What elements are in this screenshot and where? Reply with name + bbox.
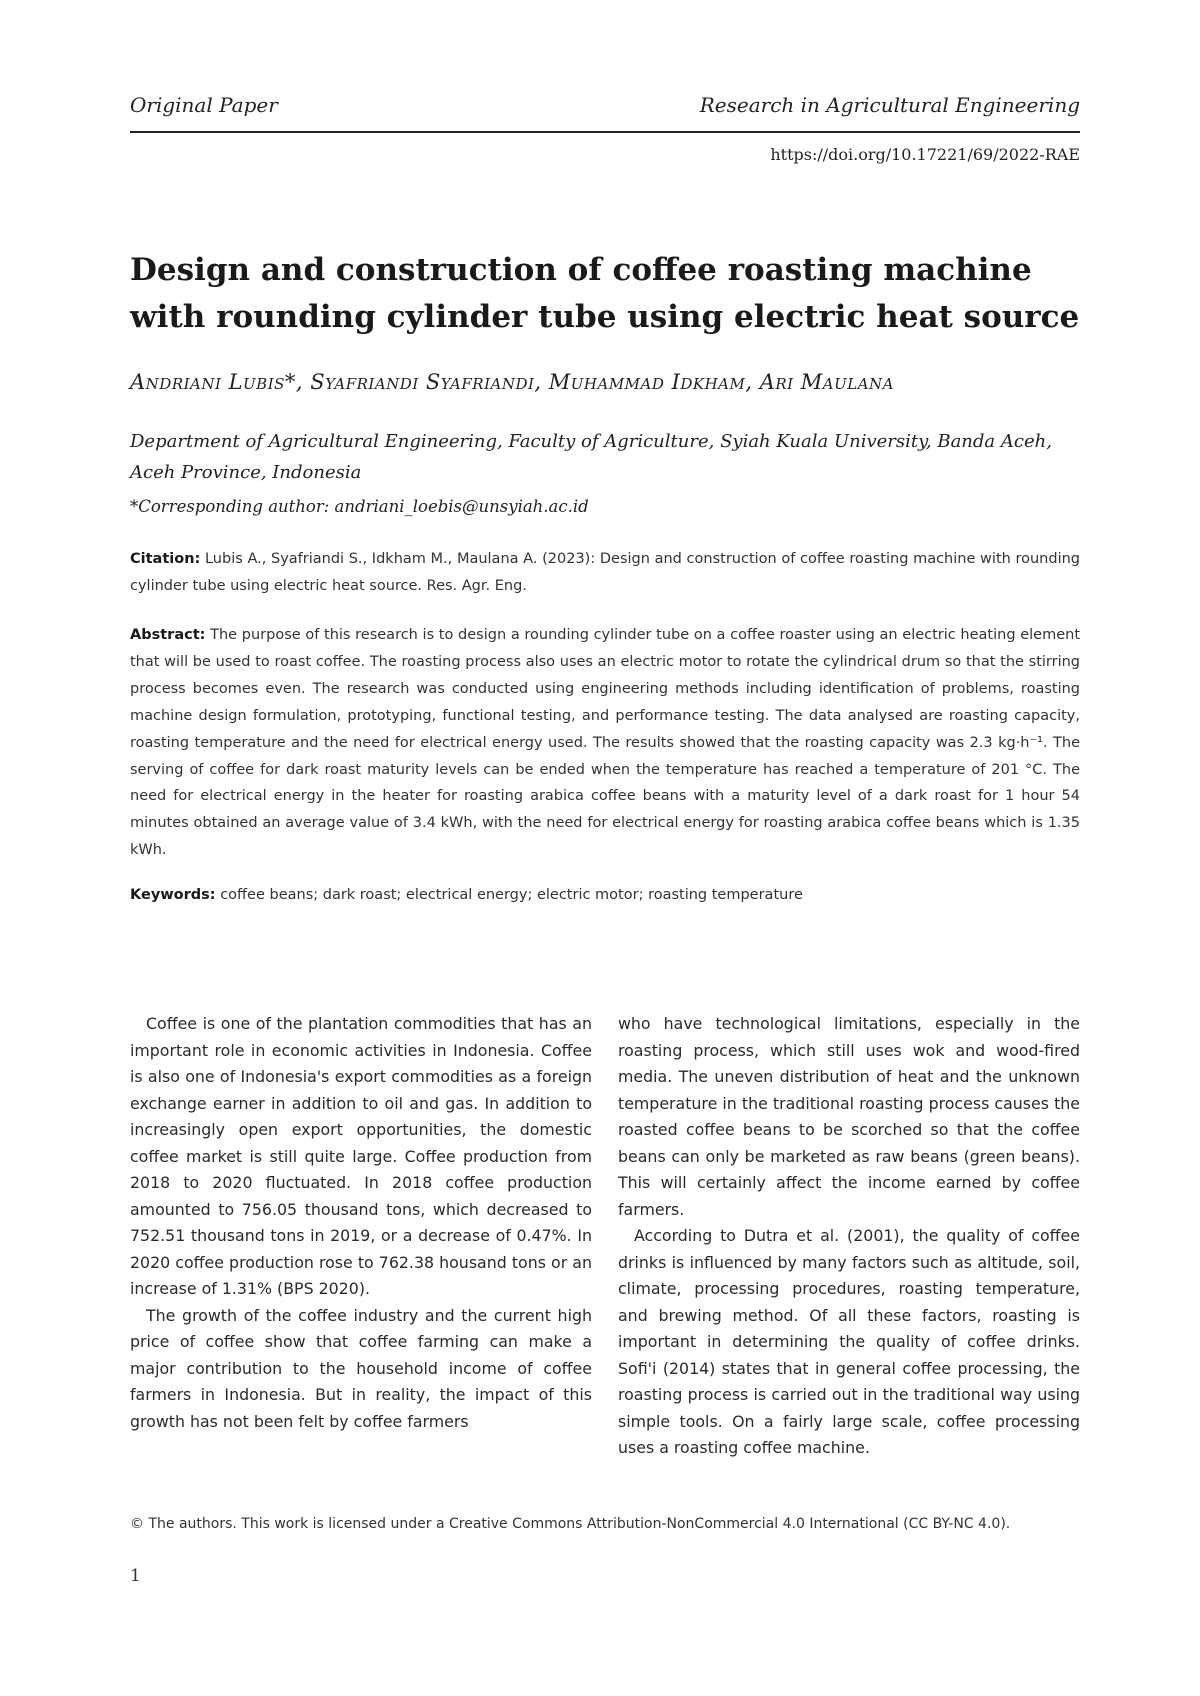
body-paragraph: The growth of the coffee industry and the current high price of coffee show that coffee farming can make a major contribution to the household income of coffee farmers in Indonesia. But in reality, the impact of this growth has not been felt by coffee farmers — [130, 1305, 592, 1431]
doi-link[interactable]: https://doi.org/10.17221/69/2022-RAE — [770, 145, 1080, 164]
body-paragraph: According to Dutra et al. (2001), the quality of coffee drinks is influenced by many factors such as altitude, soil, climate, processing procedures, roasting temperature, and brewing method. Of all these factors, roasting is important in determining the quality of coffee drinks. Sofi'i (2014) states that in general coffee processing, the roasting process is carried out in the traditional way using simple tools. On a fairly large scale, coffee processing uses a roasting coffee machine. — [618, 1226, 1080, 1457]
citation-label: Citation: — [130, 551, 201, 567]
body-paragraph: Coffee is one of the plantation commodities that has an important role in economic activities in Indonesia. Coffee is also one of Indonesia's export commodities as a foreign exchange earner in addition to oil and gas. In addition to increasingly open export opportunities, the domestic coffee market is still quite large. Coffee production from 2018 to 2020 fluctuated. In 2018 coffee production amounted to 756.05 thousand tons, which decreased to 752.51 thousand tons in 2019, or a decrease of 0.47%. In 2020 coffee production rose to 762.38 housand tons or an increase of 1.31% (BPS 2020). — [130, 1014, 592, 1298]
affiliation: Department of Agricultural Engineering, Faculty of Agriculture, Syiah Kuala University, Banda Aceh, Aceh Province, Indonesia — [130, 431, 1052, 483]
keywords-text: coffee beans; dark roast; electrical energy; electric motor; roasting temperature — [220, 887, 803, 903]
abstract-label: Abstract: — [130, 627, 206, 643]
citation-block — [130, 546, 1080, 600]
abstract-block — [130, 622, 1080, 864]
paper-title: Design and construction of coffee roasting machine with rounding cylinder tube using electric heat source — [130, 252, 1080, 335]
keywords-block — [130, 887, 1080, 903]
body-paragraph: who have technological limitations, especially in the roasting process, which still uses wok and wood-fired media. The uneven distribution of heat and the unknown temperature in the traditional roasting process causes the roasted coffee beans to be scorched so that the coffee beans can only be marketed as raw beans (green beans). This will certainly affect the income earned by coffee farmers. — [618, 1014, 1080, 1219]
abstract-text: The purpose of this research is to design a rounding cylinder tube on a coffee roaster using an electric heating element that will be used to roast coffee. The roasting process also uses an electric motor to rotate the cylindrical drum so that the stirring process becomes even. The research was conducted using engineering methods including identification of problems, roasting machine design formulation, prototyping, functional testing, and performance testing. The data analysed are roasting capacity, roasting temperature and the need for electrical energy used. The results showed that the roasting capacity was 2.3 kg·h⁻¹. The serving of coffee for dark roast maturity levels can be ended when the temperature has reached a temperature of 201 °C. The need for electrical energy in the heater for roasting arabica coffee beans with a maturity level of a dark roast for 1 hour 54 minutes obtained an average value of 3.4 kWh, with the need for electrical energy for roasting arabica coffee beans which is 1.35 kWh. — [130, 627, 1081, 859]
author-list: Andriani Lubis*, Syafriandi Syafriandi, Muhammad Idkham, Ari Maulana — [130, 370, 895, 394]
citation-text: Lubis A., Syafriandi S., Idkham M., Maulana A. (2023): Design and construction of coffee roasting machine with rounding cylinder tube using electric heat source. Res. Agr. Eng. — [130, 551, 1080, 594]
article-type-label: Original Paper — [130, 93, 278, 117]
page-number: 1 — [130, 1566, 141, 1586]
keywords-label: Keywords: — [130, 887, 216, 903]
license-notice: © The authors. This work is licensed under a Creative Commons Attribution-NonCommercial 4.0 International (CC BY-NC 4.0). — [130, 1516, 1011, 1532]
header-divider — [130, 131, 1080, 133]
journal-name: Research in Agricultural Engineering — [699, 93, 1080, 117]
body-column-left — [130, 1011, 592, 1435]
corresponding-author: *Corresponding author: andriani_loebis@unsyiah.ac.id — [130, 497, 589, 516]
body-column-right — [618, 1011, 1080, 1462]
